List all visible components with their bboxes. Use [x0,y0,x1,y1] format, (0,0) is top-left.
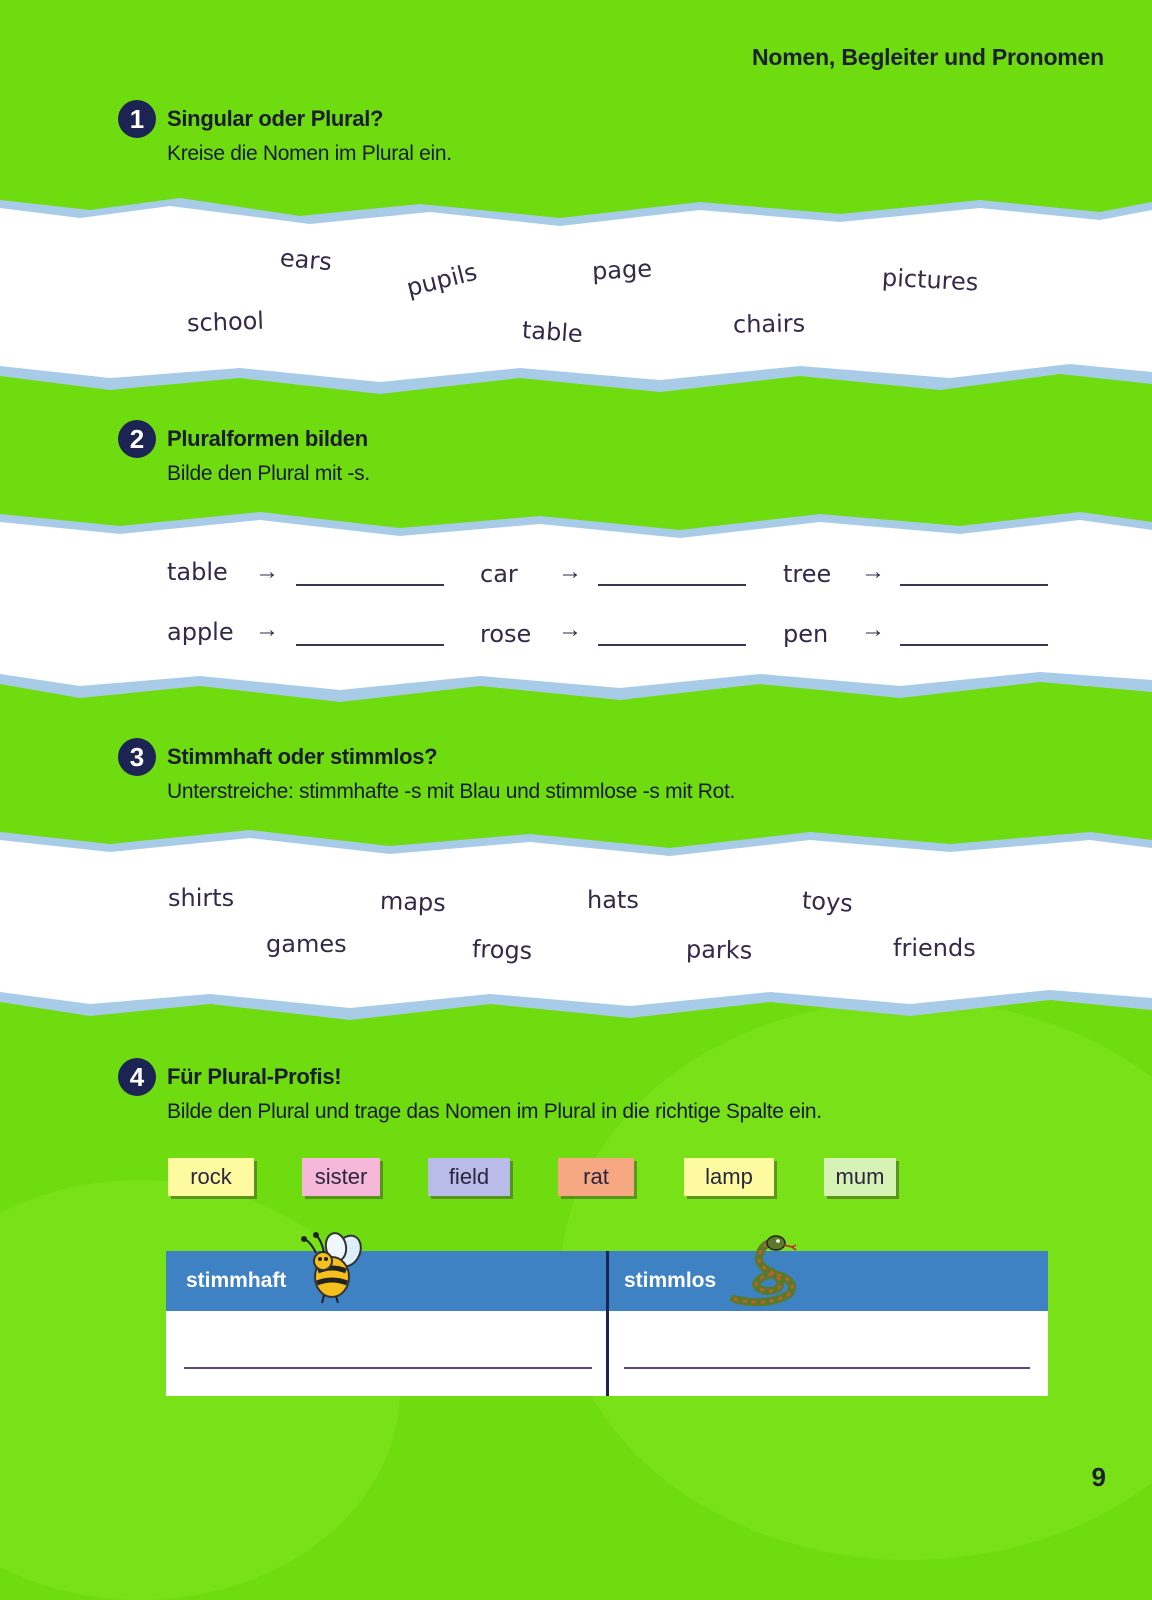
arrow-right-icon: → [558,616,582,643]
task-number-badge: 4 [118,1058,156,1096]
word-card[interactable]: frogs [471,934,533,966]
task-number-badge: 1 [118,100,156,138]
snake-icon [726,1233,802,1307]
column-header-stimmlos: stimmlos [624,1269,717,1292]
arrow-right-icon: → [861,616,885,643]
word-chip[interactable]: rat [558,1158,634,1196]
word-card[interactable]: pictures [881,263,979,297]
torn-paper-strip-3 [0,828,1152,1024]
arrow-right-icon: → [861,558,885,585]
word-chip[interactable]: rock [168,1158,254,1196]
answer-line[interactable] [598,584,746,586]
torn-paper-shape [0,828,1152,1024]
torn-paper-shape [0,196,1152,396]
task-title: Stimmhaft oder stimmlos? [167,744,438,769]
word-card[interactable]: friends [893,934,976,962]
answer-line-stimmlos[interactable] [624,1367,1030,1369]
word-chip[interactable]: mum [824,1158,896,1196]
task-instruction: Bilde den Plural mit -s. [167,462,370,485]
word-card[interactable]: games [266,930,347,958]
torn-paper-shape [0,508,1152,704]
answer-line-stimmhaft[interactable] [184,1367,592,1369]
task-title: Pluralformen bilden [167,426,368,451]
word-chip[interactable]: field [428,1158,510,1196]
word-card[interactable]: school [186,306,265,338]
word-card[interactable]: chairs [732,309,806,339]
answer-line[interactable] [900,644,1048,646]
page-header-title: Nomen, Begleiter und Pronomen [751,44,1104,70]
word-card[interactable]: page [591,254,653,286]
page-number: 9 [1091,1462,1106,1492]
arrow-right-icon: → [255,616,279,643]
word-card[interactable]: pupils [403,257,480,303]
word-card[interactable]: table [521,315,584,349]
answer-line[interactable] [598,644,746,646]
word-card[interactable]: maps [379,886,447,918]
answer-line[interactable] [900,584,1048,586]
task-instruction: Unterstreiche: stimmhafte -s mit Blau und stimmlose -s mit Rot. [167,780,736,803]
task-title: Singular oder Plural? [167,106,384,131]
task-number-badge: 3 [118,738,156,776]
word-card[interactable]: parks [685,935,753,965]
word-label: car [480,560,518,588]
task-instruction: Kreise die Nomen im Plural ein. [167,142,452,165]
task-title: Für Plural-Profis! [167,1064,342,1089]
word-chip[interactable]: sister [302,1158,380,1196]
word-card[interactable]: shirts [168,884,235,912]
column-header-stimmhaft: stimmhaft [186,1269,287,1292]
word-card[interactable]: toys [801,886,854,918]
sorting-table [166,1251,1048,1396]
torn-paper-strip-1 [0,196,1152,396]
column-divider [606,1251,609,1396]
word-label: table [167,558,228,586]
torn-paper-strip-2 [0,508,1152,704]
word-label: apple [167,618,234,646]
task-instruction: Bilde den Plural und trage das Nomen im Plural in die richtige Spalte ein. [167,1100,822,1123]
word-card[interactable]: ears [278,243,333,277]
word-label: tree [783,560,832,588]
task-number-badge: 2 [118,420,156,458]
arrow-right-icon: → [255,558,279,585]
bee-icon [296,1231,368,1307]
answer-line[interactable] [296,644,444,646]
word-label: pen [783,620,829,648]
arrow-right-icon: → [558,558,582,585]
answer-line[interactable] [296,584,444,586]
word-card[interactable]: hats [587,886,639,914]
word-chip[interactable]: lamp [684,1158,774,1196]
word-label: rose [480,620,532,648]
